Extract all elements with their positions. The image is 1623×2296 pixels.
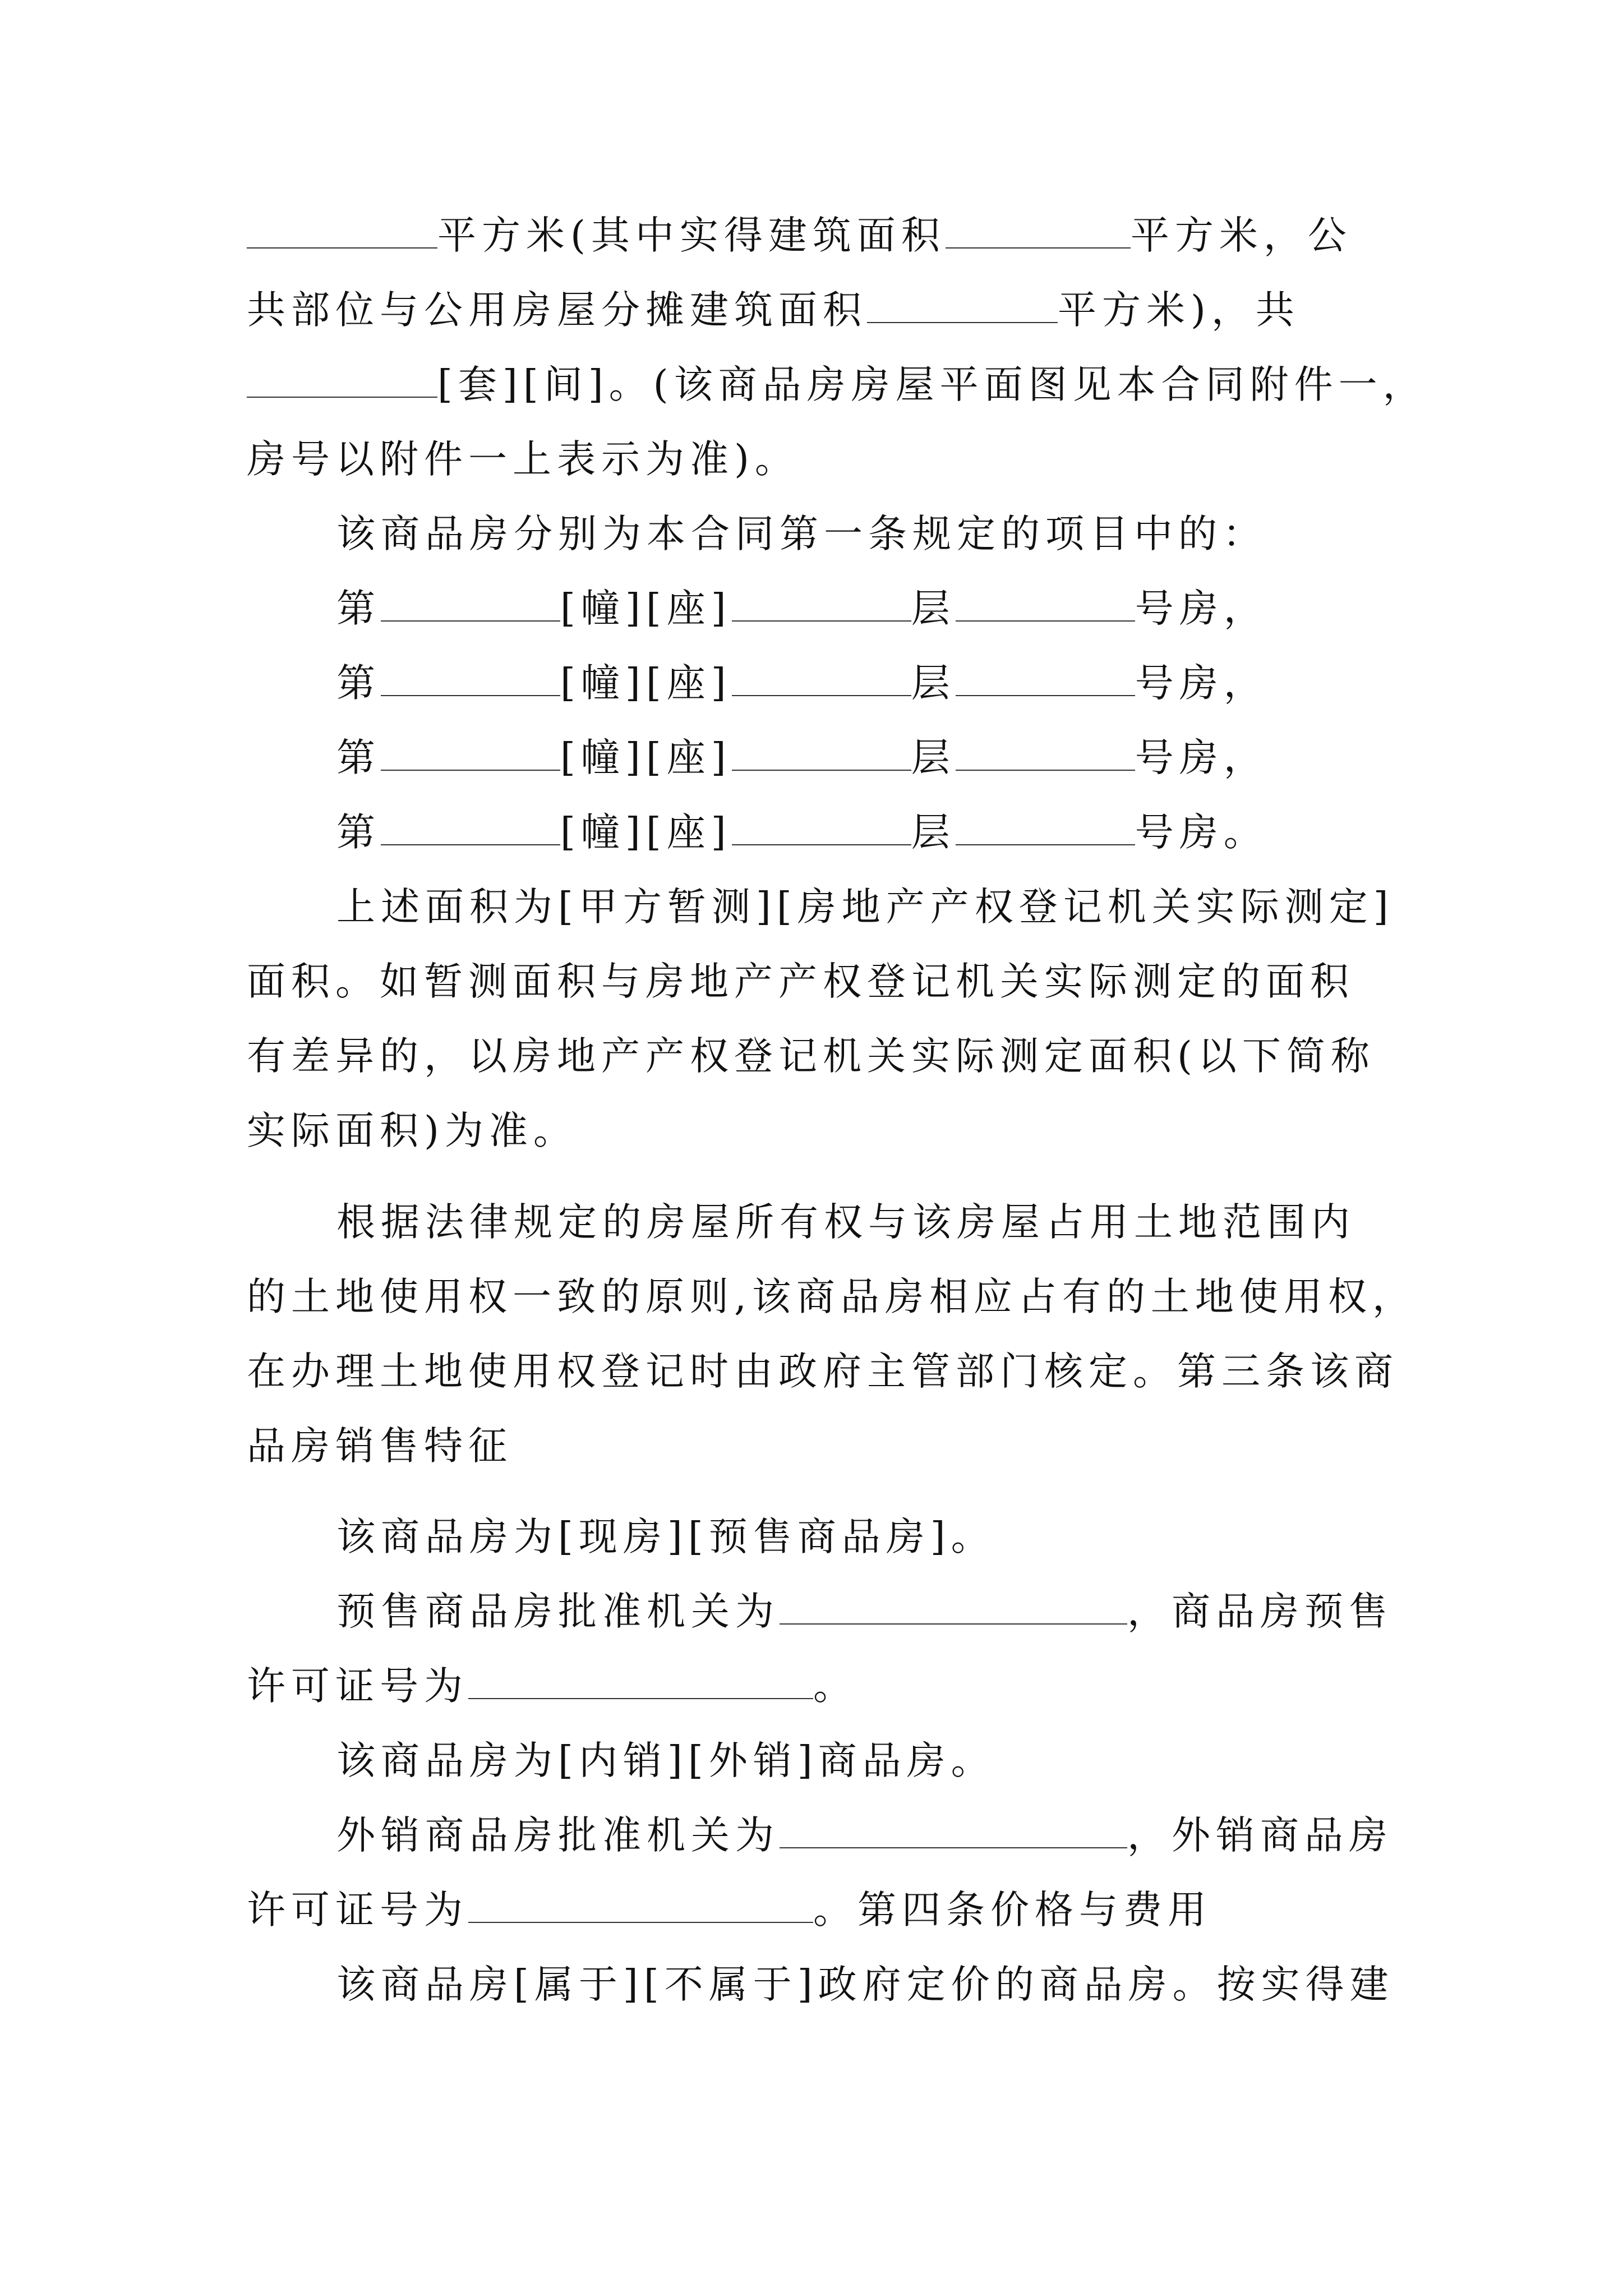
text-segment: 第 [336, 810, 381, 855]
text-segment: 平方米(其中实得建筑面积 [437, 213, 946, 258]
text-segment: 号房， [1135, 586, 1268, 631]
text-segment: 层 [911, 810, 956, 855]
text-segment: [幢][座] [560, 586, 732, 631]
text-line: 上述面积为[甲方暂测][房地产产权登记机关实际测定] [336, 885, 1394, 930]
room-line [336, 730, 1268, 786]
text-line [336, 1807, 1393, 1864]
text-line: 的土地使用权一致的原则,该商品房相应占有的土地使用权， [247, 1274, 1417, 1319]
fill-blank[interactable] [956, 656, 1135, 696]
text-segment: 外销商品房批准机关为 [336, 1813, 780, 1858]
fill-blank[interactable] [468, 1883, 813, 1923]
text-segment: 第 [336, 586, 381, 631]
text-segment: 层 [911, 586, 956, 631]
fill-blank[interactable] [946, 208, 1131, 249]
text-line: 该商品房[属于][不属于]政府定价的商品房。按实得建 [336, 1962, 1394, 2007]
fill-blank[interactable] [381, 730, 560, 771]
text-line: 实际面积)为准。 [247, 1108, 578, 1153]
text-line: 根据法律规定的房屋所有权与该房屋占用土地范围内 [336, 1200, 1355, 1245]
fill-blank[interactable] [247, 208, 437, 249]
text-segment: 预售商品房批准机关为 [336, 1589, 780, 1634]
fill-blank[interactable] [732, 805, 911, 845]
fill-blank[interactable] [468, 1659, 813, 1699]
fill-blank[interactable] [381, 805, 560, 845]
text-line [247, 357, 1427, 413]
text-line: 该商品房分别为本合同第一条规定的项目中的： [336, 512, 1267, 556]
text-line: 有差异的，以房地产产权登记机关实际测定面积(以下简称 [247, 1034, 1375, 1079]
fill-blank[interactable] [780, 1808, 1127, 1848]
text-segment: 第 [336, 661, 381, 706]
text-line: 品房销售特征 [247, 1424, 513, 1469]
fill-blank[interactable] [956, 805, 1135, 845]
text-line [247, 1658, 857, 1714]
fill-blank[interactable] [780, 1584, 1127, 1625]
text-segment: 平方米，公 [1130, 213, 1352, 258]
fill-blank[interactable] [381, 656, 560, 696]
room-line [336, 804, 1268, 861]
text-segment: 许可证号为 [247, 1664, 468, 1709]
text-line: 该商品房为[现房][预售商品房]。 [336, 1515, 995, 1559]
fill-blank[interactable] [247, 357, 437, 398]
text-line: 面积。如暂测面积与房地产产权登记机关实际测定的面积 [247, 959, 1354, 1004]
fill-blank[interactable] [732, 730, 911, 771]
text-segment: 许可证号为 [247, 1888, 468, 1932]
fill-blank[interactable] [732, 656, 911, 696]
text-line [247, 1882, 1212, 1938]
text-segment: ，商品房预售 [1127, 1589, 1393, 1634]
text-line [247, 208, 1352, 264]
room-line [336, 655, 1268, 711]
text-line [336, 1584, 1393, 1640]
text-segment: 层 [911, 735, 956, 780]
room-line [336, 581, 1268, 637]
text-segment: [套][间]。(该商品房房屋平面图见本合同附件一， [437, 362, 1427, 407]
text-segment: 层 [911, 661, 956, 706]
fill-blank[interactable] [732, 581, 911, 622]
text-segment: 号房， [1135, 735, 1268, 780]
text-segment: 共部位与公用房屋分摊建筑面积 [247, 288, 867, 333]
text-segment: ，外销商品房 [1127, 1813, 1393, 1858]
text-line [247, 282, 1300, 338]
text-segment: 平方米)，共 [1058, 288, 1300, 333]
fill-blank[interactable] [956, 730, 1135, 771]
text-segment: [幢][座] [560, 661, 732, 706]
text-segment: 第 [336, 735, 381, 780]
text-line: 该商品房为[内销][外销]商品房。 [336, 1738, 995, 1783]
fill-blank[interactable] [956, 581, 1135, 622]
text-segment: [幢][座] [560, 810, 732, 855]
text-segment: 号房。 [1135, 810, 1268, 855]
text-segment: 。 [813, 1664, 857, 1709]
text-segment: 号房， [1135, 661, 1268, 706]
text-line: 在办理土地使用权登记时由政府主管部门核定。第三条该商 [247, 1349, 1399, 1394]
text-segment: 。第四条价格与费用 [813, 1888, 1212, 1932]
text-segment: [幢][座] [560, 735, 732, 780]
text-line: 房号以附件一上表示为准)。 [247, 437, 799, 482]
fill-blank[interactable] [381, 581, 560, 622]
fill-blank[interactable] [867, 283, 1058, 323]
